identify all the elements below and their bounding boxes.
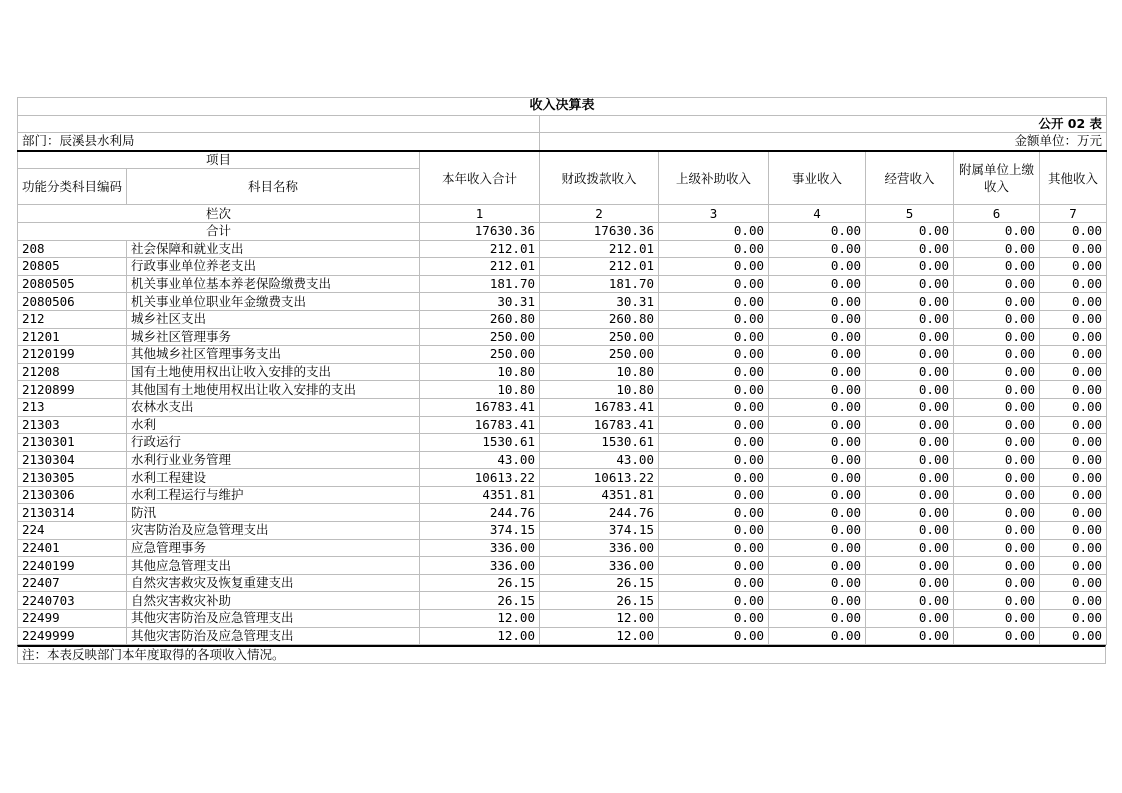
subject-code: 2130306: [18, 486, 127, 504]
subject-name: 机关事业单位职业年金缴费支出: [127, 293, 420, 311]
amount-cell: 0.00: [659, 610, 769, 628]
amount-cell: 0.00: [954, 293, 1040, 311]
amount-cell: 0.00: [659, 574, 769, 592]
table-title: 收入决算表: [18, 98, 1107, 116]
amount-cell: 10.80: [420, 381, 540, 399]
amount-cell: 0.00: [866, 522, 954, 540]
amount-cell: 0.00: [769, 240, 866, 258]
amount-cell: 0.00: [954, 258, 1040, 276]
table-row: [18, 398, 1107, 416]
amount-cell: 0.00: [659, 627, 769, 645]
table-row: [18, 557, 1107, 575]
amount-cell: 4351.81: [540, 486, 659, 504]
amount-cell: 212.01: [420, 258, 540, 276]
amount-cell: 0.00: [866, 504, 954, 522]
subject-code: 224: [18, 522, 127, 540]
subject-code: 20805: [18, 258, 127, 276]
amount-cell: 16783.41: [420, 416, 540, 434]
table-row: [18, 258, 1107, 276]
amount-cell: 10.80: [540, 381, 659, 399]
amount-cell: 0.00: [659, 557, 769, 575]
subject-code: 21201: [18, 328, 127, 346]
amount-cell: 250.00: [420, 346, 540, 364]
amount-cell: 0.00: [1040, 627, 1107, 645]
amount-cell: 0.00: [866, 592, 954, 610]
table-row: [18, 539, 1107, 557]
total-value: 0.00: [954, 222, 1040, 240]
amount-cell: 0.00: [769, 258, 866, 276]
amount-cell: 0.00: [659, 310, 769, 328]
subject-name: 其他灾害防治及应急管理支出: [127, 627, 420, 645]
amount-cell: 336.00: [540, 539, 659, 557]
amount-cell: 0.00: [954, 610, 1040, 628]
subject-code: 2240199: [18, 557, 127, 575]
subject-name: 行政运行: [127, 434, 420, 452]
amount-cell: 250.00: [420, 328, 540, 346]
amount-cell: 0.00: [769, 486, 866, 504]
amount-cell: 0.00: [659, 504, 769, 522]
table-row: [18, 275, 1107, 293]
table-row: [18, 434, 1107, 452]
amount-cell: 0.00: [954, 328, 1040, 346]
subject-name: 水利工程运行与维护: [127, 486, 420, 504]
amount-cell: 0.00: [954, 522, 1040, 540]
amount-cell: 0.00: [866, 258, 954, 276]
amount-cell: 0.00: [769, 363, 866, 381]
amount-cell: 0.00: [866, 627, 954, 645]
subject-name: 应急管理事务: [127, 539, 420, 557]
table-row: [18, 486, 1107, 504]
total-value: 17630.36: [420, 222, 540, 240]
subject-name: 社会保障和就业支出: [127, 240, 420, 258]
subject-name: 水利行业业务管理: [127, 451, 420, 469]
amount-cell: 0.00: [866, 610, 954, 628]
amount-cell: 0.00: [769, 434, 866, 452]
total-value: 0.00: [659, 222, 769, 240]
subject-code: 2249999: [18, 627, 127, 645]
colno: 1: [420, 205, 540, 223]
amount-cell: 0.00: [769, 539, 866, 557]
amount-cell: 0.00: [866, 539, 954, 557]
amount-cell: 16783.41: [540, 416, 659, 434]
amount-cell: 244.76: [540, 504, 659, 522]
col-header-other: 其他收入: [1040, 151, 1107, 205]
amount-cell: 4351.81: [420, 486, 540, 504]
amount-cell: 0.00: [769, 381, 866, 399]
amount-cell: 0.00: [659, 258, 769, 276]
amount-cell: 0.00: [866, 557, 954, 575]
subject-code: 22401: [18, 539, 127, 557]
amount-cell: 0.00: [866, 416, 954, 434]
table-row: [18, 240, 1107, 258]
table-row: [18, 363, 1107, 381]
amount-cell: 0.00: [659, 363, 769, 381]
table-row: [18, 328, 1107, 346]
amount-cell: 0.00: [769, 522, 866, 540]
amount-cell: 0.00: [1040, 381, 1107, 399]
total-value: 17630.36: [540, 222, 659, 240]
amount-cell: 0.00: [659, 451, 769, 469]
amount-cell: 0.00: [866, 275, 954, 293]
colno: 6: [954, 205, 1040, 223]
amount-cell: 0.00: [659, 416, 769, 434]
amount-cell: 0.00: [866, 398, 954, 416]
amount-cell: 0.00: [1040, 610, 1107, 628]
table-row: [18, 451, 1107, 469]
amount-cell: 10613.22: [540, 469, 659, 487]
subject-name: 农林水支出: [127, 398, 420, 416]
amount-cell: 0.00: [1040, 275, 1107, 293]
subject-name: 城乡社区支出: [127, 310, 420, 328]
item-header: 项目: [18, 151, 420, 169]
total-label: 合计: [18, 222, 420, 240]
amount-cell: 0.00: [769, 275, 866, 293]
amount-cell: 0.00: [954, 451, 1040, 469]
amount-cell: 260.80: [540, 310, 659, 328]
department-label: 部门：辰溪县水利局: [18, 133, 540, 151]
amount-cell: 0.00: [1040, 557, 1107, 575]
amount-cell: 0.00: [866, 310, 954, 328]
amount-cell: 0.00: [866, 328, 954, 346]
amount-cell: 0.00: [866, 346, 954, 364]
table-note: 注：本表反映部门本年度取得的各项收入情况。: [17, 645, 1106, 664]
amount-cell: 0.00: [769, 451, 866, 469]
col-header-affiliated: 附属单位上缴收入: [954, 151, 1040, 205]
amount-cell: 0.00: [954, 627, 1040, 645]
amount-cell: 0.00: [1040, 416, 1107, 434]
amount-cell: 0.00: [659, 434, 769, 452]
amount-cell: 10.80: [540, 363, 659, 381]
subject-name: 防汛: [127, 504, 420, 522]
amount-cell: 0.00: [954, 398, 1040, 416]
amount-cell: 0.00: [1040, 539, 1107, 557]
amount-cell: 0.00: [659, 240, 769, 258]
amount-cell: 26.15: [540, 574, 659, 592]
amount-cell: 336.00: [420, 557, 540, 575]
amount-cell: 0.00: [659, 275, 769, 293]
subject-name: 行政事业单位养老支出: [127, 258, 420, 276]
subject-code: 2130305: [18, 469, 127, 487]
amount-cell: 12.00: [420, 610, 540, 628]
subject-name: 自然灾害救灾及恢复重建支出: [127, 574, 420, 592]
amount-cell: 0.00: [769, 610, 866, 628]
col-header-fiscal: 财政拨款收入: [540, 151, 659, 205]
subject-code: 22499: [18, 610, 127, 628]
amount-cell: 0.00: [954, 539, 1040, 557]
subject-code: 212: [18, 310, 127, 328]
subject-name: 其他国有土地使用权出让收入安排的支出: [127, 381, 420, 399]
amount-cell: 0.00: [1040, 240, 1107, 258]
amount-cell: 0.00: [659, 346, 769, 364]
col-header-operating: 经营收入: [866, 151, 954, 205]
amount-cell: 16783.41: [420, 398, 540, 416]
subject-name: 水利: [127, 416, 420, 434]
amount-cell: 0.00: [866, 434, 954, 452]
amount-cell: 0.00: [954, 504, 1040, 522]
amount-cell: 0.00: [954, 557, 1040, 575]
amount-cell: 0.00: [1040, 504, 1107, 522]
amount-cell: 0.00: [954, 310, 1040, 328]
amount-cell: 0.00: [866, 574, 954, 592]
table-row: [18, 293, 1107, 311]
subject-name: 水利工程建设: [127, 469, 420, 487]
amount-cell: 10613.22: [420, 469, 540, 487]
table-row: [18, 381, 1107, 399]
amount-cell: 0.00: [1040, 522, 1107, 540]
table-row: [18, 346, 1107, 364]
amount-cell: 12.00: [420, 627, 540, 645]
amount-cell: 0.00: [866, 469, 954, 487]
table-row: [18, 627, 1107, 645]
amount-cell: 0.00: [769, 504, 866, 522]
subject-name: 机关事业单位基本养老保险缴费支出: [127, 275, 420, 293]
amount-cell: 0.00: [866, 240, 954, 258]
amount-cell: 0.00: [954, 363, 1040, 381]
col-header-total: 本年收入合计: [420, 151, 540, 205]
col-header-business: 事业收入: [769, 151, 866, 205]
amount-cell: 0.00: [1040, 592, 1107, 610]
amount-cell: 0.00: [659, 398, 769, 416]
subject-name: 其他灾害防治及应急管理支出: [127, 610, 420, 628]
amount-cell: 0.00: [954, 486, 1040, 504]
colno: 4: [769, 205, 866, 223]
colno: 2: [540, 205, 659, 223]
amount-cell: 0.00: [769, 398, 866, 416]
amount-cell: 30.31: [540, 293, 659, 311]
amount-cell: 0.00: [954, 574, 1040, 592]
amount-cell: 0.00: [1040, 398, 1107, 416]
colno: 5: [866, 205, 954, 223]
amount-cell: 0.00: [1040, 469, 1107, 487]
amount-cell: 16783.41: [540, 398, 659, 416]
colno-label: 栏次: [18, 205, 420, 223]
amount-cell: 0.00: [659, 469, 769, 487]
table-number: 公开 02 表: [540, 115, 1107, 133]
amount-cell: 0.00: [954, 381, 1040, 399]
table-row: [18, 610, 1107, 628]
amount-cell: 0.00: [1040, 574, 1107, 592]
amount-cell: 336.00: [540, 557, 659, 575]
amount-cell: 1530.61: [420, 434, 540, 452]
subject-code: 213: [18, 398, 127, 416]
amount-cell: 0.00: [1040, 486, 1107, 504]
total-value: 0.00: [769, 222, 866, 240]
amount-cell: 0.00: [1040, 258, 1107, 276]
amount-cell: 0.00: [1040, 346, 1107, 364]
amount-cell: 12.00: [540, 627, 659, 645]
amount-cell: 0.00: [659, 328, 769, 346]
amount-cell: 10.80: [420, 363, 540, 381]
amount-cell: 0.00: [954, 416, 1040, 434]
amount-cell: 0.00: [1040, 310, 1107, 328]
amount-cell: 0.00: [1040, 363, 1107, 381]
amount-cell: 260.80: [420, 310, 540, 328]
amount-cell: 336.00: [420, 539, 540, 557]
amount-cell: 26.15: [420, 574, 540, 592]
amount-cell: 0.00: [866, 293, 954, 311]
income-final-accounts-sheet: [17, 97, 1106, 664]
amount-cell: 212.01: [540, 258, 659, 276]
amount-cell: 0.00: [954, 469, 1040, 487]
amount-cell: 244.76: [420, 504, 540, 522]
amount-cell: 30.31: [420, 293, 540, 311]
amount-cell: 0.00: [954, 434, 1040, 452]
income-table: [17, 97, 1107, 645]
amount-cell: 43.00: [420, 451, 540, 469]
code-header: 功能分类科目编码: [18, 169, 127, 205]
amount-cell: 0.00: [769, 574, 866, 592]
subject-code: 2120199: [18, 346, 127, 364]
subject-code: 2130314: [18, 504, 127, 522]
table-row: [18, 416, 1107, 434]
amount-cell: 0.00: [769, 416, 866, 434]
table-row: [18, 310, 1107, 328]
amount-cell: 0.00: [659, 539, 769, 557]
subject-code: 21303: [18, 416, 127, 434]
subject-code: 2130301: [18, 434, 127, 452]
amount-cell: 181.70: [540, 275, 659, 293]
unit-label: 金额单位：万元: [540, 133, 1107, 151]
amount-cell: 12.00: [540, 610, 659, 628]
table-row: [18, 504, 1107, 522]
subject-name: 灾害防治及应急管理支出: [127, 522, 420, 540]
amount-cell: 0.00: [769, 346, 866, 364]
amount-cell: 0.00: [1040, 293, 1107, 311]
subject-name: 城乡社区管理事务: [127, 328, 420, 346]
subject-code: 2130304: [18, 451, 127, 469]
subject-name: 其他城乡社区管理事务支出: [127, 346, 420, 364]
amount-cell: 0.00: [769, 469, 866, 487]
amount-cell: 0.00: [1040, 451, 1107, 469]
col-header-superior-subsidy: 上级补助收入: [659, 151, 769, 205]
subject-code: 208: [18, 240, 127, 258]
amount-cell: 212.01: [420, 240, 540, 258]
table-row: [18, 592, 1107, 610]
amount-cell: 250.00: [540, 328, 659, 346]
amount-cell: 0.00: [659, 592, 769, 610]
amount-cell: 181.70: [420, 275, 540, 293]
amount-cell: 0.00: [866, 381, 954, 399]
amount-cell: 212.01: [540, 240, 659, 258]
amount-cell: 0.00: [954, 275, 1040, 293]
subject-code: 21208: [18, 363, 127, 381]
name-header: 科目名称: [127, 169, 420, 205]
subject-name: 自然灾害救灾补助: [127, 592, 420, 610]
amount-cell: 250.00: [540, 346, 659, 364]
amount-cell: 26.15: [540, 592, 659, 610]
amount-cell: 374.15: [540, 522, 659, 540]
amount-cell: 0.00: [866, 486, 954, 504]
amount-cell: 0.00: [1040, 434, 1107, 452]
table-row: [18, 522, 1107, 540]
amount-cell: 0.00: [769, 310, 866, 328]
subject-code: 2080506: [18, 293, 127, 311]
amount-cell: 0.00: [769, 328, 866, 346]
subject-name: 其他应急管理支出: [127, 557, 420, 575]
colno: 3: [659, 205, 769, 223]
total-value: 0.00: [866, 222, 954, 240]
table-row: [18, 469, 1107, 487]
amount-cell: 0.00: [659, 486, 769, 504]
amount-cell: 0.00: [769, 627, 866, 645]
amount-cell: 0.00: [769, 557, 866, 575]
total-row: [18, 222, 1107, 240]
table-row: [18, 574, 1107, 592]
amount-cell: 0.00: [659, 381, 769, 399]
amount-cell: 0.00: [659, 293, 769, 311]
subject-code: 22407: [18, 574, 127, 592]
subject-code: 2240703: [18, 592, 127, 610]
amount-cell: 1530.61: [540, 434, 659, 452]
total-value: 0.00: [1040, 222, 1107, 240]
colno: 7: [1040, 205, 1107, 223]
subject-name: 国有土地使用权出让收入安排的支出: [127, 363, 420, 381]
amount-cell: 0.00: [954, 592, 1040, 610]
amount-cell: 0.00: [769, 293, 866, 311]
subject-code: 2080505: [18, 275, 127, 293]
amount-cell: 0.00: [769, 592, 866, 610]
subject-code: 2120899: [18, 381, 127, 399]
amount-cell: 26.15: [420, 592, 540, 610]
amount-cell: 0.00: [866, 451, 954, 469]
amount-cell: 0.00: [659, 522, 769, 540]
amount-cell: 374.15: [420, 522, 540, 540]
amount-cell: 0.00: [866, 363, 954, 381]
amount-cell: 0.00: [1040, 328, 1107, 346]
amount-cell: 43.00: [540, 451, 659, 469]
blank-cell: [18, 115, 540, 133]
amount-cell: 0.00: [954, 240, 1040, 258]
amount-cell: 0.00: [954, 346, 1040, 364]
